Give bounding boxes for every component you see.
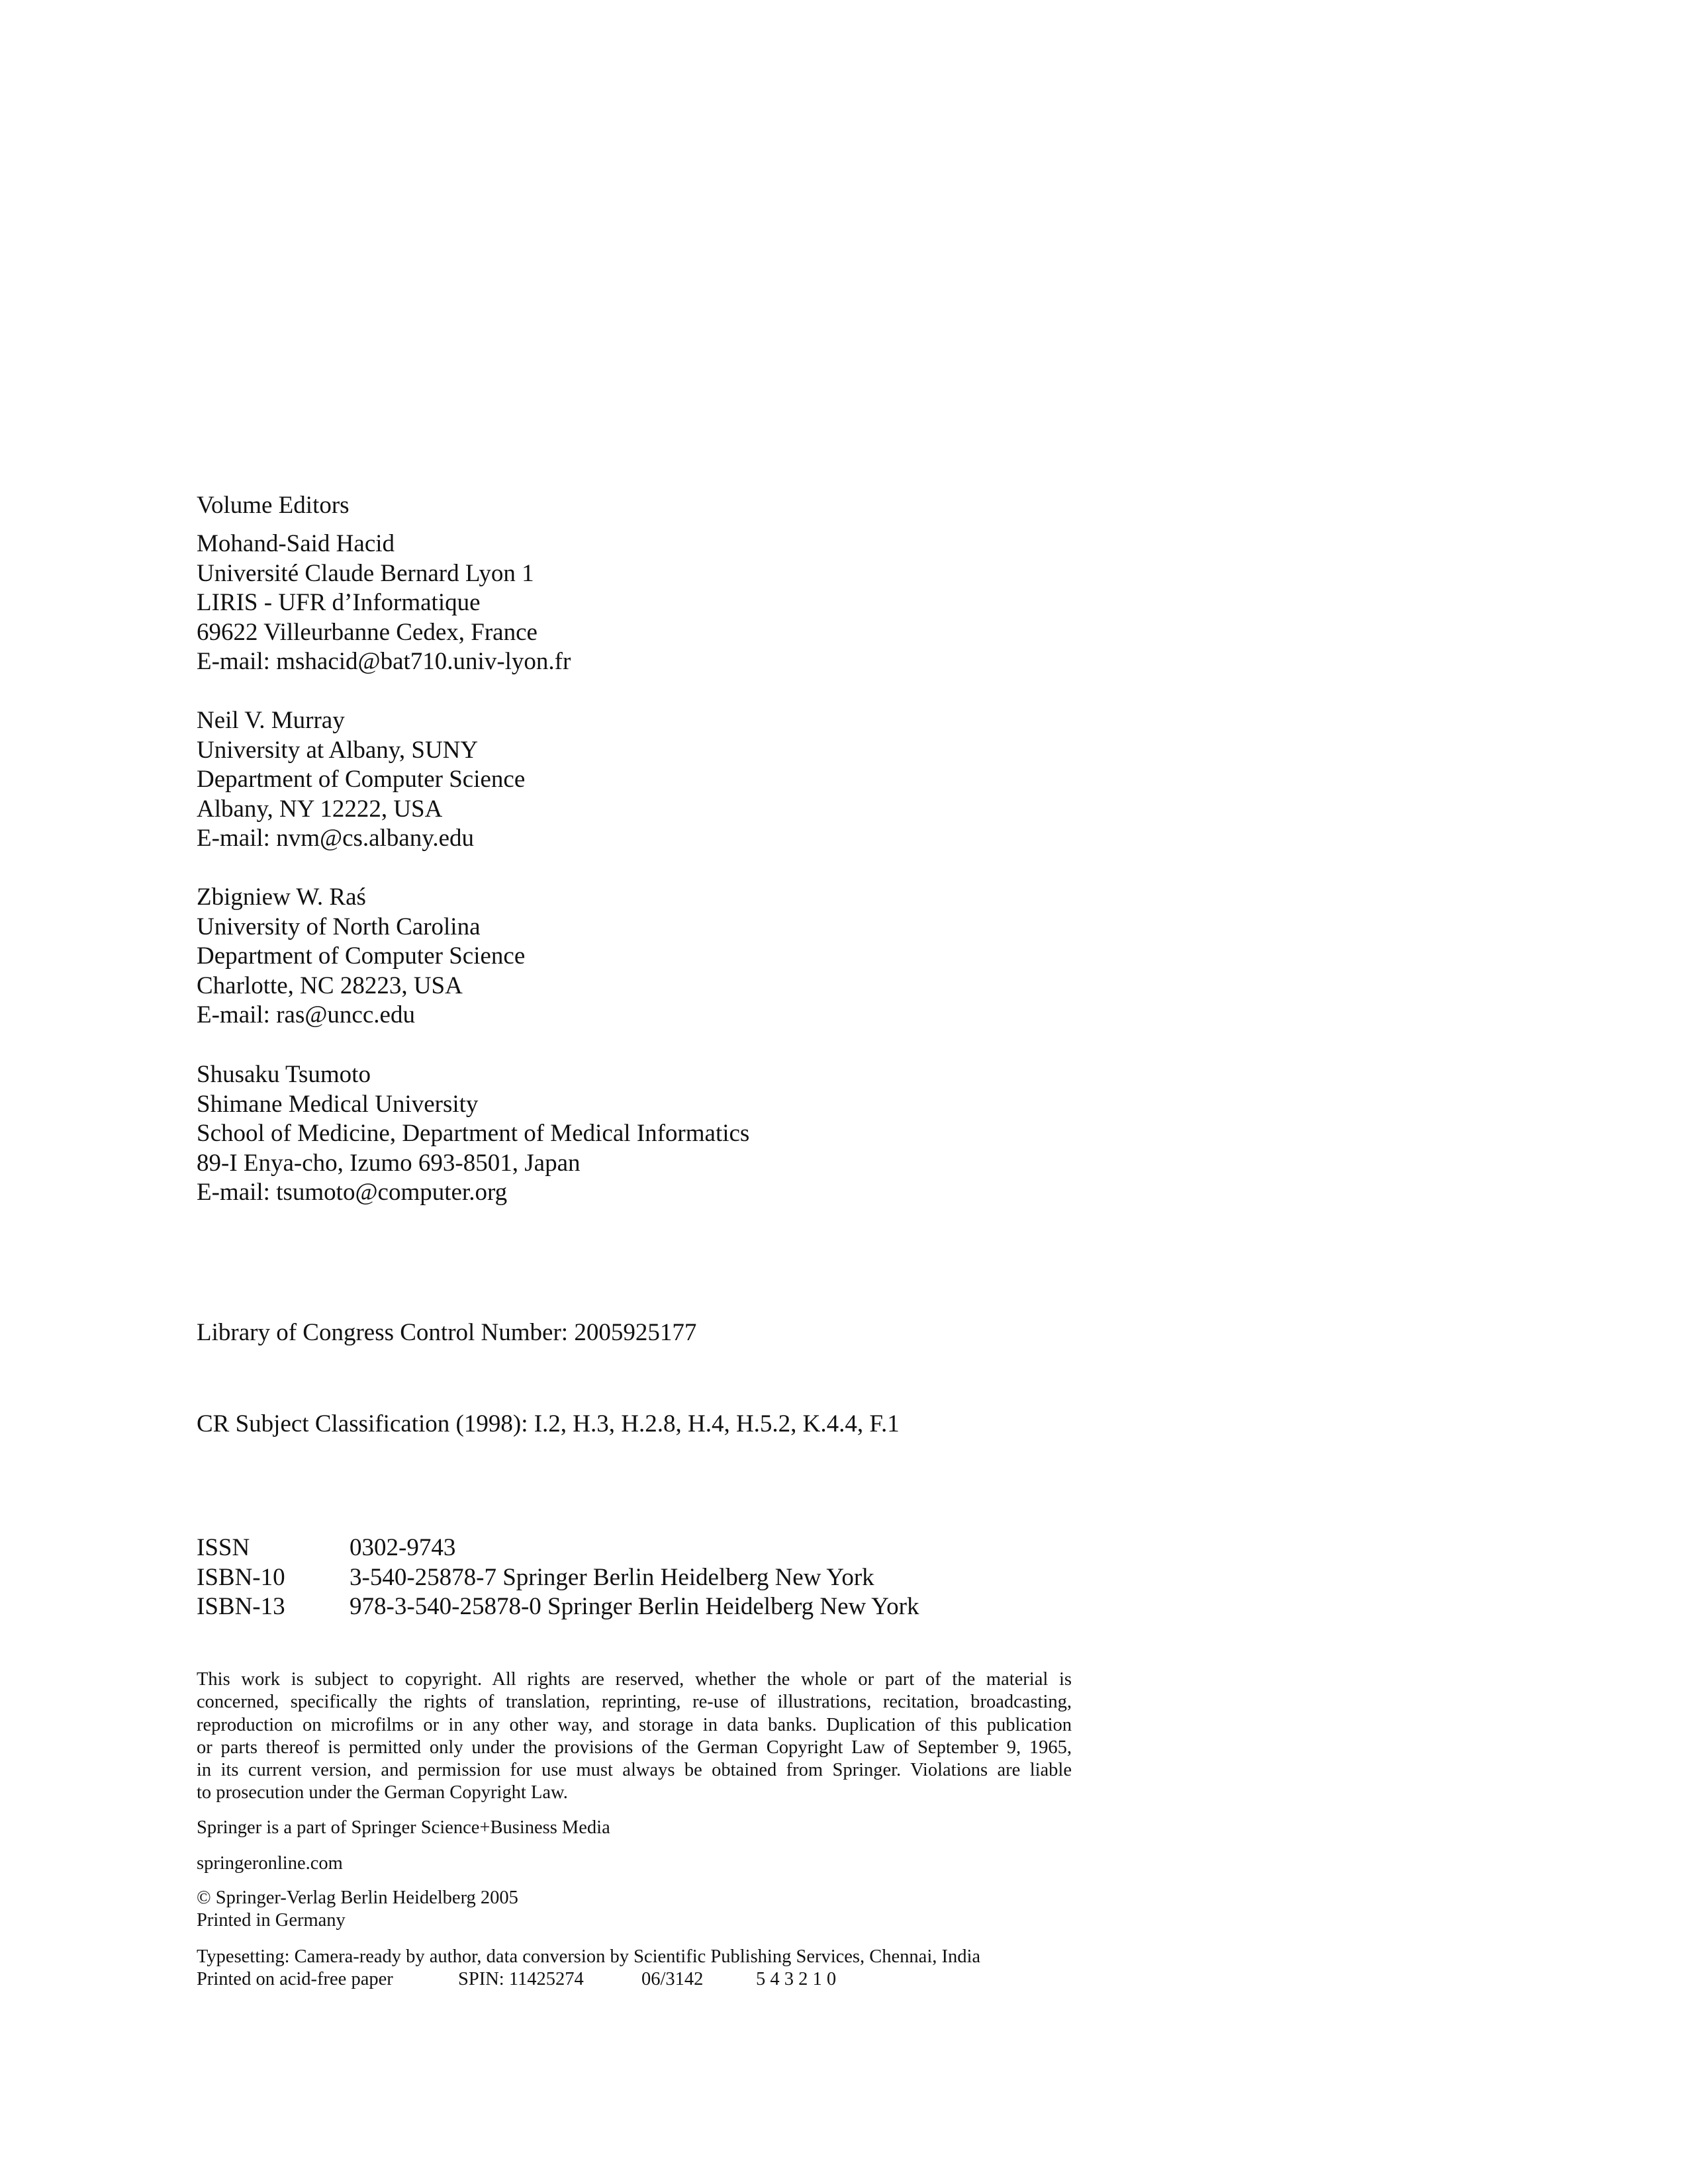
cr-classification-line: CR Subject Classification (1998): I.2, H.3, H.2.8, H.4, H.5.2, K.4.4, F.1	[197, 1410, 900, 1437]
editor-address: 69622 Villeurbanne Cedex, France	[197, 618, 538, 646]
editor-email: E-mail: ras@uncc.edu	[197, 1001, 415, 1028]
copyright-line: in its current version, and permission for use must always be obtained from Springer. Violations are liable	[197, 1760, 1072, 1781]
editor-email: E-mail: nvm@cs.albany.edu	[197, 825, 475, 852]
editor-department: School of Medicine, Department of Medical Informatics	[197, 1120, 750, 1147]
editor-affiliation: University of North Carolina	[197, 913, 481, 940]
identifier-row	[197, 1533, 919, 1563]
editor-entry	[197, 1060, 749, 1208]
printed-in-line: Printed in Germany	[197, 1910, 346, 1931]
springer-part-line: Springer is a part of Springer Science+Business Media	[197, 1817, 610, 1838]
identifier-value: 0302-9743	[350, 1534, 456, 1561]
editor-address: Albany, NY 12222, USA	[197, 795, 443, 823]
copyright-notice	[197, 1887, 518, 1933]
website-line: springeronline.com	[197, 1853, 343, 1874]
copyright-line: This work is subject to copyright. All rights are reserved, whether the whole or part of the material is	[197, 1669, 1072, 1690]
typesetting-line: Typesetting: Camera-ready by author, data conversion by Scientific Publishing Services, Chennai, India	[197, 1946, 981, 1967]
identifier-label: ISSN	[197, 1534, 250, 1561]
editor-entry	[197, 883, 525, 1030]
copyright-line: concerned, specifically the rights of translation, reprinting, re-use of illustrations, recitation, broadcasting,	[197, 1692, 1072, 1713]
identifier-table	[197, 1533, 919, 1622]
editor-name: Mohand-Said Hacid	[197, 530, 395, 557]
copyright-holder-line: © Springer-Verlag Berlin Heidelberg 2005	[197, 1888, 518, 1908]
identifier-row	[197, 1563, 919, 1593]
editor-address: Charlotte, NC 28223, USA	[197, 972, 463, 999]
copyright-paragraph	[197, 1668, 1072, 1805]
editor-entry	[197, 529, 571, 677]
editor-email: E-mail: mshacid@bat710.univ-lyon.fr	[197, 648, 571, 675]
print-code: 06/3142	[641, 1969, 704, 1990]
editor-name: Neil V. Murray	[197, 707, 345, 734]
editor-name: Shusaku Tsumoto	[197, 1061, 371, 1088]
printing-sequence: 5 4 3 2 1 0	[756, 1969, 837, 1990]
editor-department: LIRIS - UFR d’Informatique	[197, 589, 481, 616]
editor-affiliation: Shimane Medical University	[197, 1090, 479, 1118]
copyright-line: to prosecution under the German Copyright Law.	[197, 1782, 568, 1803]
editor-email: E-mail: tsumoto@computer.org	[197, 1179, 508, 1206]
editor-department: Department of Computer Science	[197, 942, 526, 970]
volume-editors-heading: Volume Editors	[197, 492, 350, 519]
identifier-row	[197, 1592, 919, 1622]
spin-number: SPIN: 11425274	[458, 1969, 584, 1990]
print-info-row	[197, 1968, 980, 1991]
editor-name: Zbigniew W. Raś	[197, 884, 366, 911]
editor-affiliation: Université Claude Bernard Lyon 1	[197, 559, 534, 587]
lccn-line: Library of Congress Control Number: 2005925177	[197, 1319, 697, 1346]
editor-affiliation: University at Albany, SUNY	[197, 736, 479, 764]
editor-address: 89-I Enya-cho, Izumo 693-8501, Japan	[197, 1149, 581, 1177]
identifier-label: ISBN-10	[197, 1563, 285, 1591]
identifier-value: 3-540-25878-7 Springer Berlin Heidelberg New York	[350, 1563, 874, 1591]
copyright-line: or parts thereof is permitted only under the provisions of the German Copyright Law of September 9, 1965,	[197, 1737, 1072, 1758]
identifier-value: 978-3-540-25878-0 Springer Berlin Heidelberg New York	[350, 1593, 919, 1620]
paper-info: Printed on acid-free paper	[197, 1969, 393, 1990]
production-info	[197, 1946, 980, 1991]
identifier-label: ISBN-13	[197, 1593, 285, 1620]
editor-entry	[197, 706, 525, 854]
editor-department: Department of Computer Science	[197, 766, 526, 793]
copyright-line: reproduction on microfilms or in any other way, and storage in data banks. Duplication of this publication	[197, 1714, 1072, 1735]
